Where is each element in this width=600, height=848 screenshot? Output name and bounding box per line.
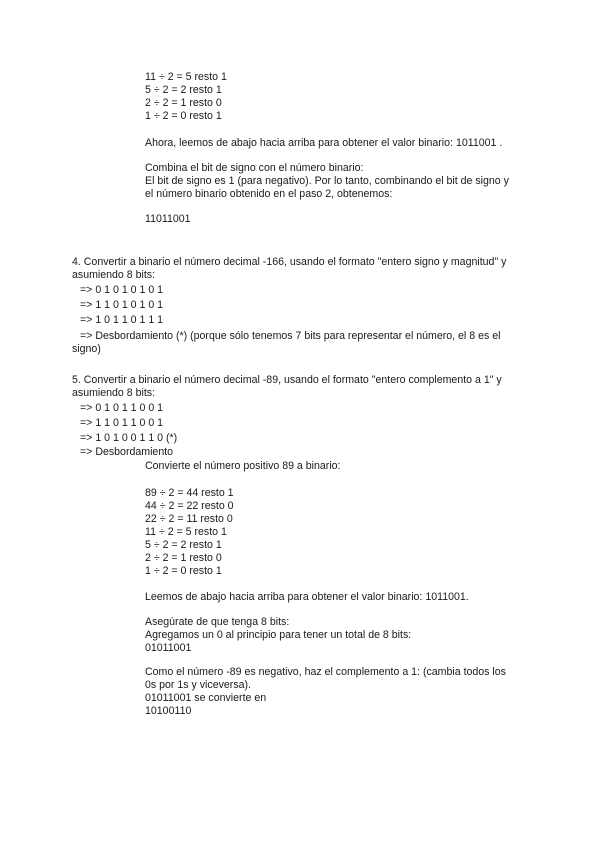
division-line: 11 ÷ 2 = 5 resto 1 xyxy=(145,71,227,83)
answer-option: => 1 1 0 1 0 1 0 1 xyxy=(80,299,164,311)
division-line: 2 ÷ 2 = 1 resto 0 xyxy=(145,97,222,109)
answer-option: => 0 1 0 1 0 1 0 1 xyxy=(80,284,164,296)
answer-option: => Desbordamiento xyxy=(80,446,174,458)
division-line: 5 ÷ 2 = 2 resto 1 xyxy=(145,539,222,551)
answer-option: => 1 0 1 0 0 1 1 0 (*) xyxy=(80,432,178,444)
complement-text: 0s por 1s y viceversa). xyxy=(145,679,251,691)
complement-result: 10100110 xyxy=(145,705,192,717)
bits-title: Asegúrate de que tenga 8 bits: xyxy=(145,616,290,628)
answer-option: => 0 1 0 1 1 0 0 1 xyxy=(80,402,164,414)
convert-title: Convierte el número positivo 89 a binario: xyxy=(145,460,341,472)
combine-text: el número binario obtenido en el paso 2, obtenemos: xyxy=(145,188,393,200)
combine-text: El bit de signo es 1 (para negativo). Por lo tanto, combinando el bit de signo y xyxy=(145,175,509,187)
answer-option: => 1 1 0 1 1 0 0 1 xyxy=(80,417,164,429)
division-line: 11 ÷ 2 = 5 resto 1 xyxy=(145,526,227,538)
answer-option: => 1 0 1 1 0 1 1 1 xyxy=(80,314,164,326)
answer-option: signo) xyxy=(72,343,101,355)
division-line: 5 ÷ 2 = 2 resto 1 xyxy=(145,84,222,96)
read-instruction: Ahora, leemos de abajo hacia arriba para obtener el valor binario: 1011001 . xyxy=(145,137,503,149)
bits-text: Agregamos un 0 al principio para tener un total de 8 bits: xyxy=(145,629,412,641)
complement-text: 01011001 se convierte en xyxy=(145,692,267,704)
result-value: 11011001 xyxy=(145,213,191,225)
complement-text: Como el número -89 es negativo, haz el complemento a 1: (cambia todos los xyxy=(145,666,506,678)
division-line: 2 ÷ 2 = 1 resto 0 xyxy=(145,552,222,564)
question-5-title: asumiendo 8 bits: xyxy=(72,387,156,399)
combine-title: Combina el bit de signo con el número binario: xyxy=(145,162,364,174)
answer-option: => Desbordamiento (*) (porque sólo tenemos 7 bits para representar el número, el 8 es el xyxy=(80,330,501,342)
division-line: 1 ÷ 2 = 0 resto 1 xyxy=(145,565,222,577)
division-line: 89 ÷ 2 = 44 resto 1 xyxy=(145,487,234,499)
question-4-title: asumiendo 8 bits: xyxy=(72,269,156,281)
bits-value: 01011001 xyxy=(145,642,192,654)
division-line: 44 ÷ 2 = 22 resto 0 xyxy=(145,500,234,512)
question-4-title: 4. Convertir a binario el número decimal -166, usando el formato "entero signo y magnitud" y xyxy=(72,256,507,268)
division-line: 1 ÷ 2 = 0 resto 1 xyxy=(145,110,222,122)
division-line: 22 ÷ 2 = 11 resto 0 xyxy=(145,513,233,525)
read-instruction: Leemos de abajo hacia arriba para obtener el valor binario: 1011001. xyxy=(145,591,469,603)
question-5-title: 5. Convertir a binario el número decimal -89, usando el formato "entero complemento a 1" y xyxy=(72,374,502,386)
